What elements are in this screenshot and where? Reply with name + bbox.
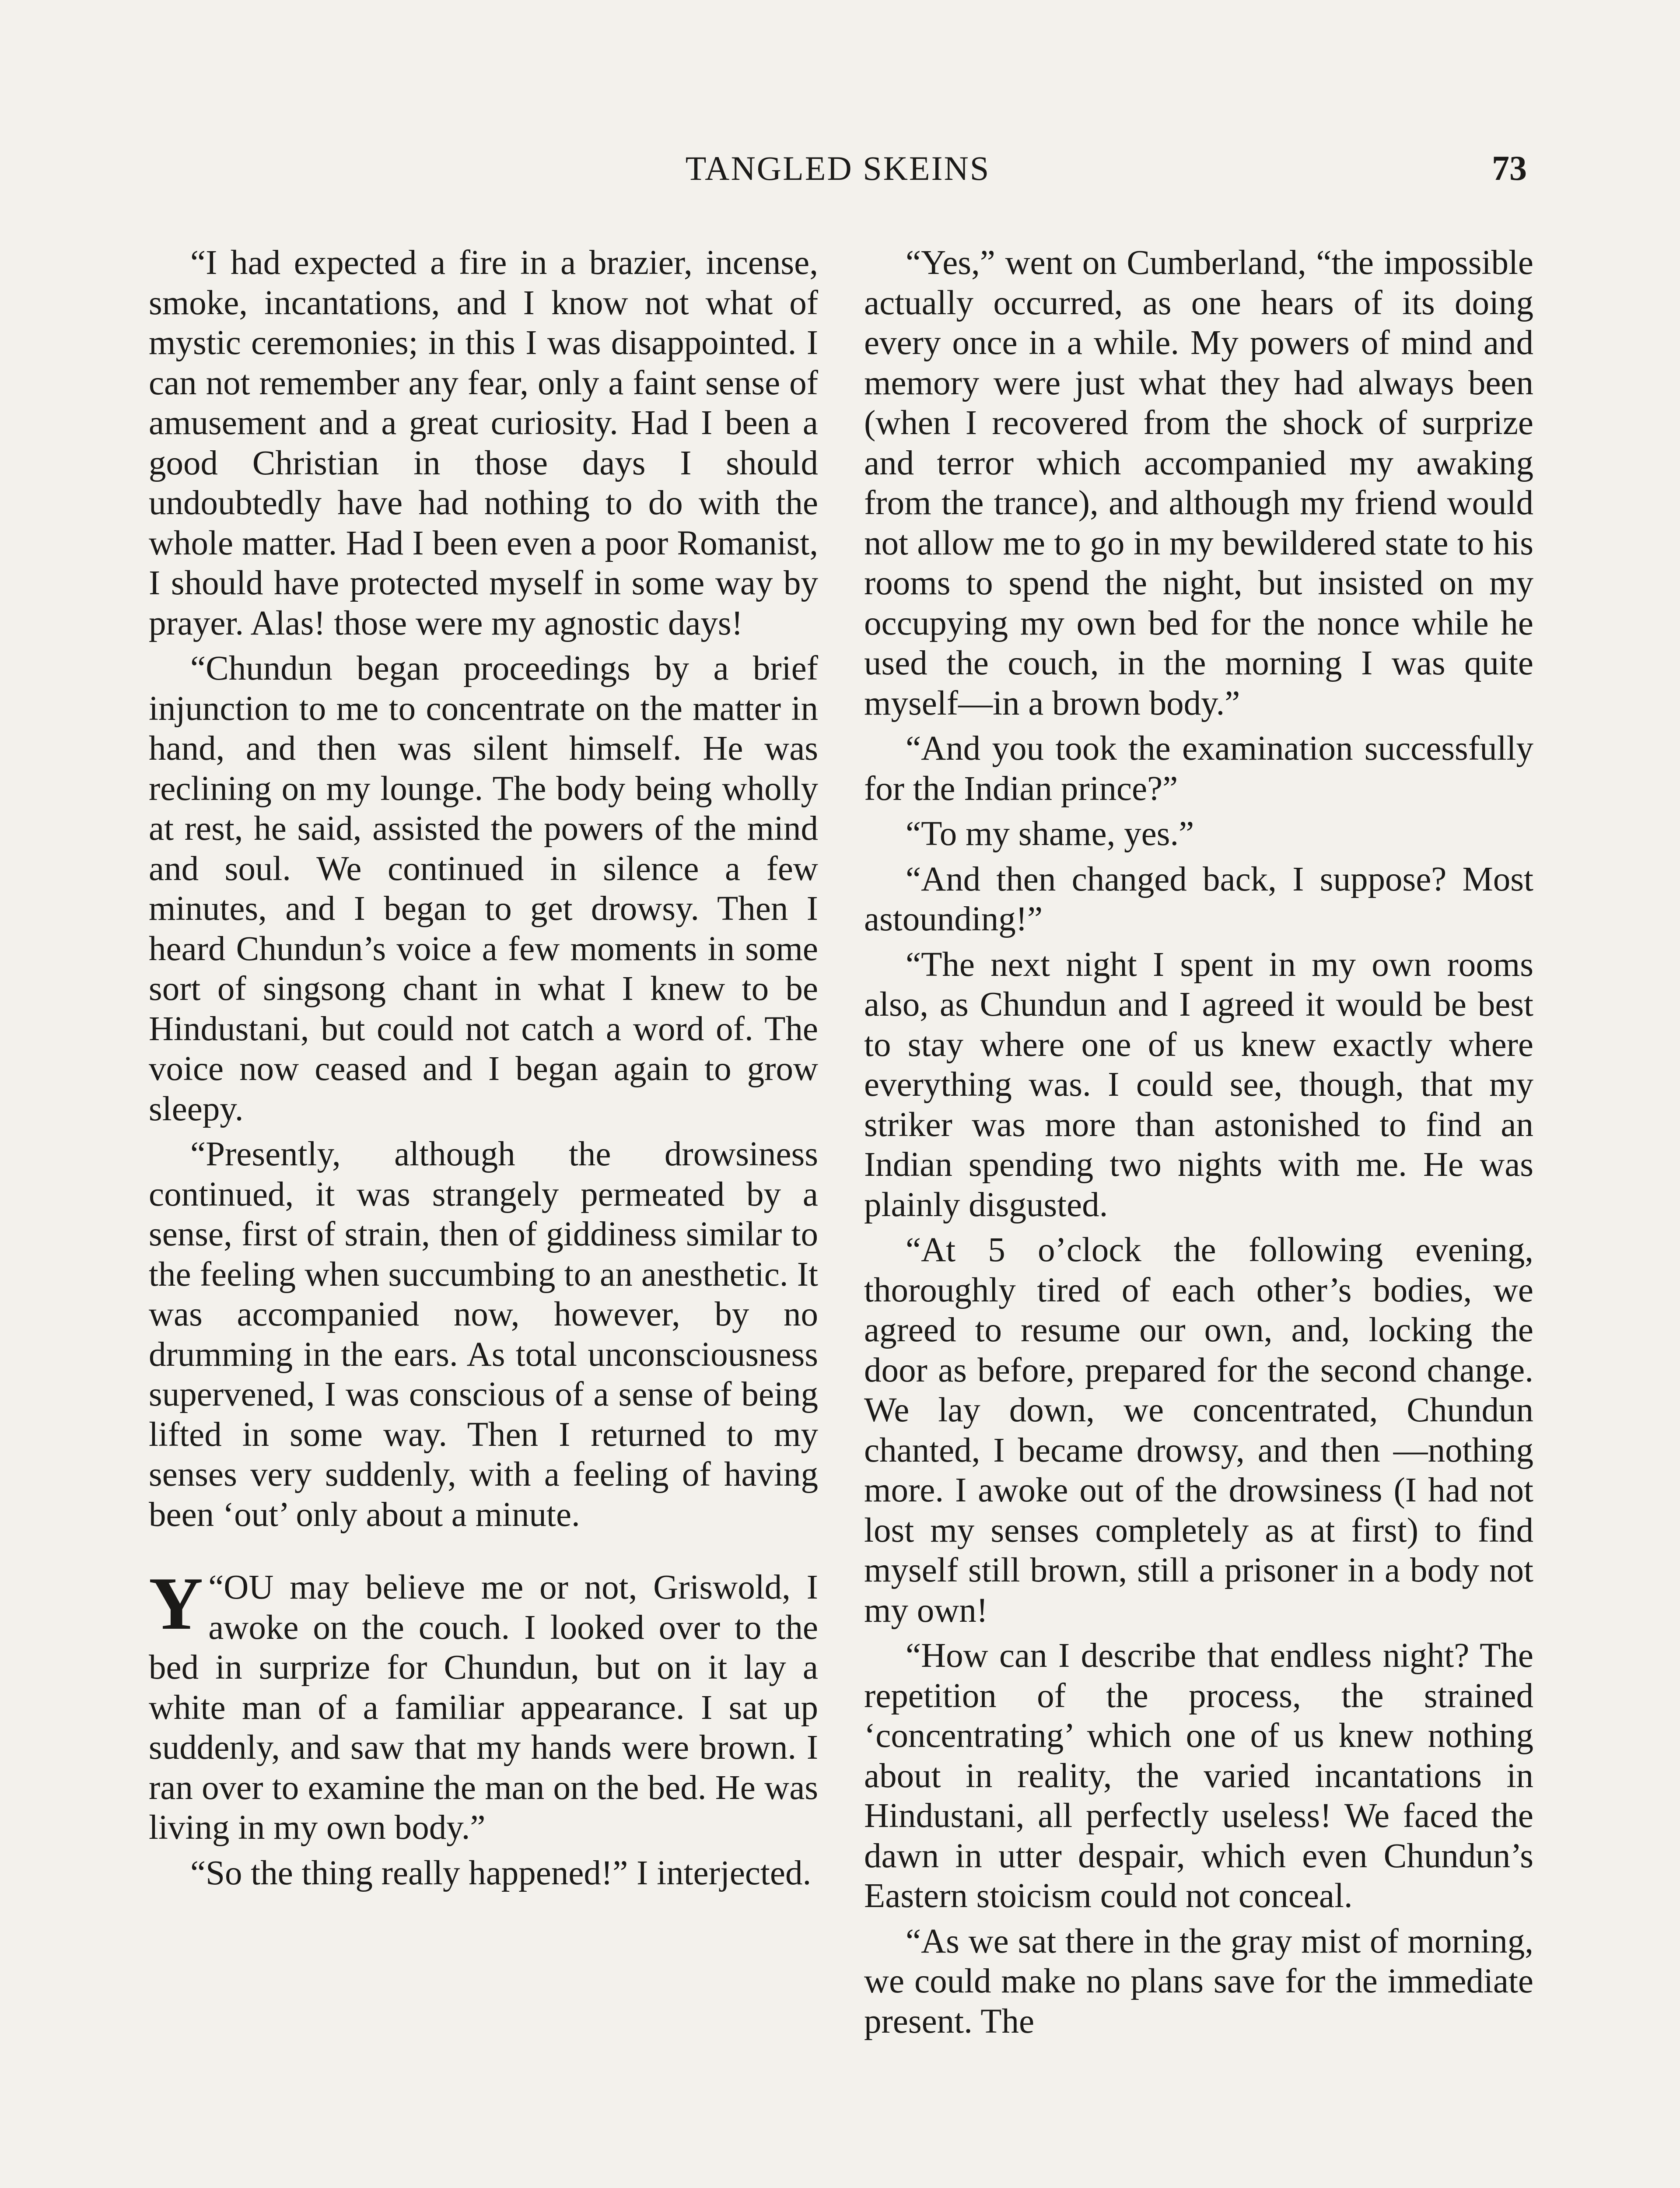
paragraph: “To my shame, yes.” bbox=[906, 815, 1194, 853]
page-number: 73 bbox=[1492, 149, 1527, 188]
paragraph: “And then changed back, I suppose? Most astounding!” bbox=[864, 860, 1533, 938]
paragraph: “At 5 o’clock the following evening, thoroughly tired of each other’s bodies, we agreed to resume our own, and, locking the door as before, prepared for the second change. We lay down, we concentrated, Chundun chanted, I became drowsy, and then —nothing more. I awoke out of the drowsiness (I had not lost my senses completely as at first) to find myself still brown, still a prisoner in a body not my own! bbox=[864, 1231, 1533, 1630]
paragraph: “Presently, although the drowsiness continued, it was strangely permeated by a sense, first of strain, then of giddiness similar to the feeling when succumbing to an anesthetic. It was accompanied now, however, by no drumming in the ears. As total unconsciousness supervened, I was conscious of a sense of being lifted in some way. Then I returned to my senses very suddenly, with a feeling of having been ‘out’ only about a minute. bbox=[149, 1135, 818, 1534]
paragraph: “Chundun began proceedings by a brief injunction to me to concentrate on the matter in hand, and then was silent himself. He was reclining on my lounge. The body being wholly at rest, he said, assisted the powers of the mind and soul. We continued in silence a few minutes, and I began to get drowsy. Then I heard Chundun’s voice a few moments in some sort of singsong chant in what I knew to be Hindustani, but could not catch a word of. The voice now ceased and I began again to grow sleepy. bbox=[149, 649, 818, 1128]
running-head: TANGLED SKEINS bbox=[685, 149, 990, 187]
paragraph: “I had expected a fire in a brazier, incense, smoke, incantations, and I know not what of mystic ceremonies; in this I was disappointed. I can not remember any fear, only a faint sense of amusement and a great curiosity. Had I been a good Christian in those days I should undoubtedly have had nothing to do with the whole matter. Had I been even a poor Romanist, I should have protected myself in some way by prayer. Alas! those were my agnostic days! bbox=[149, 244, 818, 642]
dropcap-paragraph-text: OU may believe me or not, Griswold, I awoke on the couch. I looked over to the bed in surprize for Chundun, but on it lay a white man of a familiar appearance. I sat up suddenly, and saw that my hands were brown. I ran over to examine the man on the bed. He was living in my own body.” bbox=[149, 1568, 818, 1847]
dropcap-paragraph bbox=[149, 1562, 818, 1848]
paragraph: “So the thing really happened!” I interjected. bbox=[190, 1854, 812, 1892]
paragraph: “And you took the examination successfully for the Indian prince?” bbox=[864, 729, 1533, 808]
left-column bbox=[149, 243, 818, 2188]
opening-quote: “ bbox=[208, 1568, 224, 1606]
paragraph: “As we sat there in the gray mist of morning, we could make no plans save for the immediate present. The bbox=[864, 1922, 1533, 2041]
paragraph: “How can I describe that endless night? The repetition of the process, the strained ‘concentrating’ which one of us knew nothing about in reality, the varied incantations in Hindustani, all perfectly useless! We faced the dawn in utter despair, which even Chundun’s Eastern stoicism could not conceal. bbox=[864, 1637, 1533, 1915]
paragraph: “The next night I spent in my own rooms also, as Chundun and I agreed it would be best to stay where one of us knew exactly where everything was. I could see, though, that my striker was more than astonished to find an Indian spending two nights with me. He was plainly disgusted. bbox=[864, 945, 1533, 1224]
right-column bbox=[864, 243, 1533, 2188]
paragraph: “Yes,” went on Cumberland, “the impossible actually occurred, as one hears of its doing every once in a while. My powers of mind and memory were just what they had always been (when I recovered from the shock of surprize and terror which accompanied my awaking from the trance), and although my friend would not allow me to go in my bewildered state to his rooms to spend the night, but insisted on my occupying my own bed for the nonce while he used the couch, in the morning I was quite myself—in a brown body.” bbox=[864, 244, 1533, 722]
drop-cap: Y bbox=[149, 1562, 203, 1645]
page-header bbox=[149, 149, 1527, 197]
